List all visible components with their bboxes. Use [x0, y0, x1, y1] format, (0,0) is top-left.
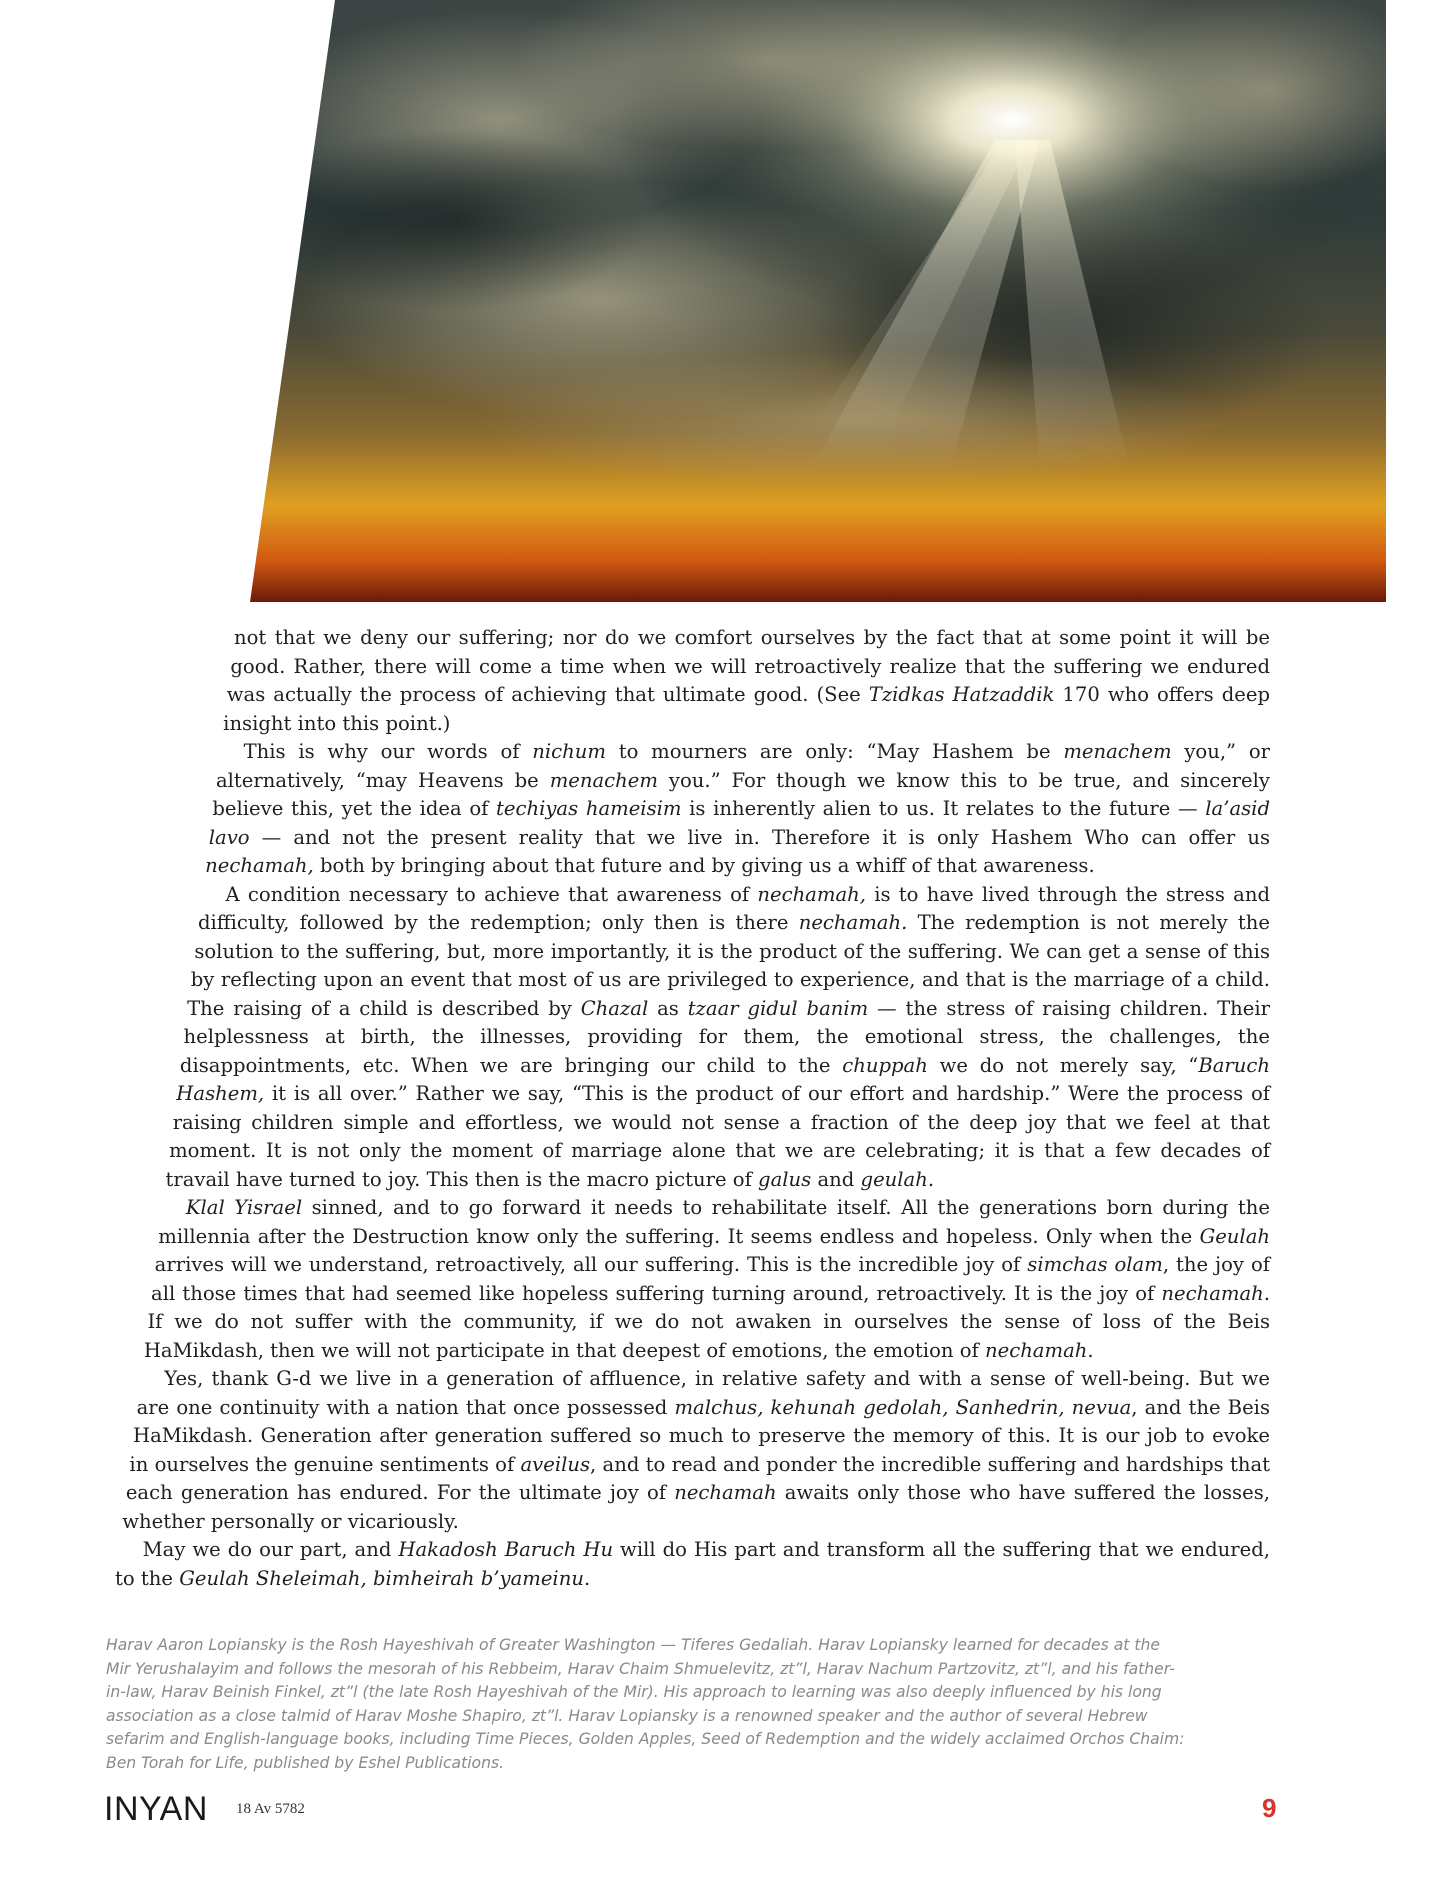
paragraph-text-run: . If we do not suffer with the community, if we do not awaken in ourselves the sense of loss of the Beis HaMikdash, then we will not participate in that deepest of emotions, the emotion of	[143, 1281, 1270, 1362]
paragraph-text-run: , and the Beis HaMikdash. Generation after generation suffered so much to preserve the memory of this. It is our job to evoke in ourselves the genuine sentiments of	[129, 1395, 1270, 1476]
italic-term: techiyas hameisim	[496, 797, 682, 820]
paragraph-text-run: The redemption is not merely the solution to the suffering, but, more importantly, it is the product of the suffering. We can get a sense of this by reflecting upon an event that most of us are privileged to experience, and that is the marriage of a child. The raising of a child is described by	[187, 911, 1270, 1020]
italic-term: nechamah	[985, 1338, 1088, 1362]
paragraph-text-run: , the joy of all those times that had seemed like hopeless suffering turning around, retroactively. It is the joy of	[151, 1253, 1271, 1305]
paragraph-text-run: arrives will we understand, retroactively, all our suffering. This is the incredible joy of	[154, 1253, 1028, 1276]
italic-term: nechamah.	[798, 911, 908, 934]
paragraph-text-run: and	[811, 1167, 861, 1191]
paragraph-text-run: you.” For though we know this to be true, and sincerely believe this, yet the idea of	[212, 768, 1270, 820]
italic-term: nechamah,	[205, 854, 314, 877]
article-paragraph	[110, 1194, 1270, 1365]
paragraph-text-run: , and to read and ponder the incredible suffering and hardships that each generation has endured. For the ultimate joy of	[125, 1452, 1270, 1504]
article-paragraph	[110, 738, 1270, 881]
italic-term: tzaar gidul banim	[687, 996, 869, 1020]
italic-term: aveilus	[520, 1452, 591, 1476]
italic-term: Geulah	[1199, 1224, 1270, 1248]
paragraph-text-run: is inherently alien to us. It relates to the future —	[681, 797, 1206, 820]
paragraph-text-run: This is why our words of	[243, 740, 533, 763]
italic-term: Klal Yisrael	[185, 1196, 303, 1219]
paragraph-text-run: Yes, thank G-d we live in a generation of affluence, in relative safety and with a sense of well-being. But we are one continuity with a nation that once possessed	[136, 1367, 1270, 1419]
paragraph-text-run: .	[583, 1566, 591, 1590]
paragraph-text-run: — the stress of raising children. Their helplessness at birth, the illnesses, providing for them, the emotional stress, the challenges, the disappointments, etc. When we are bringing our child to the	[179, 996, 1270, 1077]
italic-term: Baruch Hashem,	[176, 1053, 1270, 1105]
article-paragraph	[110, 624, 1270, 738]
author-bio	[106, 1634, 1186, 1775]
italic-term: geulah.	[860, 1167, 935, 1191]
italic-term: chuppah	[842, 1053, 928, 1077]
author-bio-text: Harav Aaron Lopiansky is the Rosh Hayeshivah of Greater Washington — Tiferes Gedaliah. Harav Lopiansky learned for decades at the Mir Yerushalayim and follows the mesorah of his Rebbeim, Harav Chaim Shmuelevitz, zt”l, Harav Nachum Partzovitz, zt”l, and his father-in-law, Harav Beinish Finkel, zt”l (the late Rosh Hayeshivah of the Mir). His approach to learning was also deeply influenced by his long association as a close talmid of Harav Moshe Shapiro, zt”l. Harav Lopiansky is a renowned speaker and the author of several Hebrew sefarim and English-language books, including Time Pieces, Golden Apples, Seed of Redemption and the widely acclaimed Orchos Chaim: Ben Torah for Life, published by Eshel Publications.	[106, 1636, 1185, 1772]
paragraph-text-run: sinned, and to go forward it needs to rehabilitate itself. All the generations born during the millennia after the Destruction know only the suffering. It seems endless and hopeless. Only when the	[158, 1196, 1270, 1248]
paragraph-text-run: .	[1087, 1338, 1094, 1362]
italic-term: nichum	[532, 740, 606, 763]
paragraph-text-run: both by bringing about that future and by giving us a whiff of that awareness.	[313, 854, 1095, 877]
italic-term: Tzidkas Hatzaddik	[868, 683, 1055, 706]
article-paragraph	[110, 1365, 1270, 1536]
italic-term: Hakadosh Baruch Hu	[398, 1538, 614, 1561]
paragraph-text-run: A condition necessary to achieve that awareness of	[225, 882, 758, 906]
italic-term: simchas olam	[1027, 1253, 1163, 1276]
issue-date: 18 Av 5782	[236, 1801, 305, 1817]
paragraph-text-run: May we do our part, and	[142, 1538, 399, 1561]
paragraph-text-run: — and not the present reality that we live in. Therefore it is only Hashem Who can offer us	[249, 825, 1270, 849]
article-paragraphs	[110, 624, 1270, 1593]
italic-term: nechamah	[674, 1481, 777, 1504]
paragraph-text-run: 170 who offers deep insight into this point.)	[223, 683, 1270, 735]
publication-logo: INYAN	[104, 1790, 208, 1828]
paragraph-text-run: as	[648, 996, 688, 1020]
article-paragraph	[110, 881, 1270, 1195]
page-number: 9	[1262, 1793, 1277, 1823]
paragraph-text-run: we do not merely say, “	[927, 1053, 1199, 1077]
paragraph-text-run: it is all over.” Rather we say, “This is the product of our effort and hardship.” Were the process of raising children simple and effortless, we would not sense a fraction of the deep joy that we feel at that moment. It is not only the moment of marriage alone that we are celebrating; it is that a few decades of travail have turned to joy. This then is the macro picture of	[165, 1082, 1270, 1191]
italic-term: galus	[758, 1167, 812, 1191]
italic-term: malchus, kehunah gedolah, Sanhedrin, nevua	[674, 1395, 1132, 1419]
italic-term: la’asid lavo	[208, 797, 1270, 849]
hero-sky-image	[250, 0, 1386, 602]
article-body	[110, 624, 1270, 1604]
italic-term: menachem	[549, 768, 658, 792]
italic-term: nechamah,	[757, 882, 866, 906]
paragraph-text-run: you,” or alternatively, “may Heavens be	[215, 740, 1270, 792]
paragraph-text-run: is to have lived through the stress and difficulty, followed by the redemption; only then is there	[197, 882, 1270, 934]
paragraph-text-run: awaits only those who have suffered the losses, whether personally or vicariously.	[122, 1481, 1270, 1533]
italic-term: menachem	[1063, 740, 1172, 763]
paragraph-text-run: to mourners are only: “May Hashem be	[605, 740, 1064, 763]
paragraph-text-run: not that we deny our suffering; nor do we comfort ourselves by the fact that at some point it will be good. Rather, there will come a time when we will retroactively realize that the suffering we endured was actually the process of achieving that ultimate good. (See	[226, 626, 1270, 706]
italic-term: Chazal	[580, 996, 649, 1020]
paragraph-text-run: will do His part and transform all the suffering that we endured, to the	[114, 1538, 1270, 1590]
italic-term: nechamah	[1161, 1281, 1264, 1305]
italic-term: Geulah Sheleimah, bimheirah b’yameinu	[179, 1566, 584, 1590]
article-paragraph	[110, 1536, 1270, 1593]
